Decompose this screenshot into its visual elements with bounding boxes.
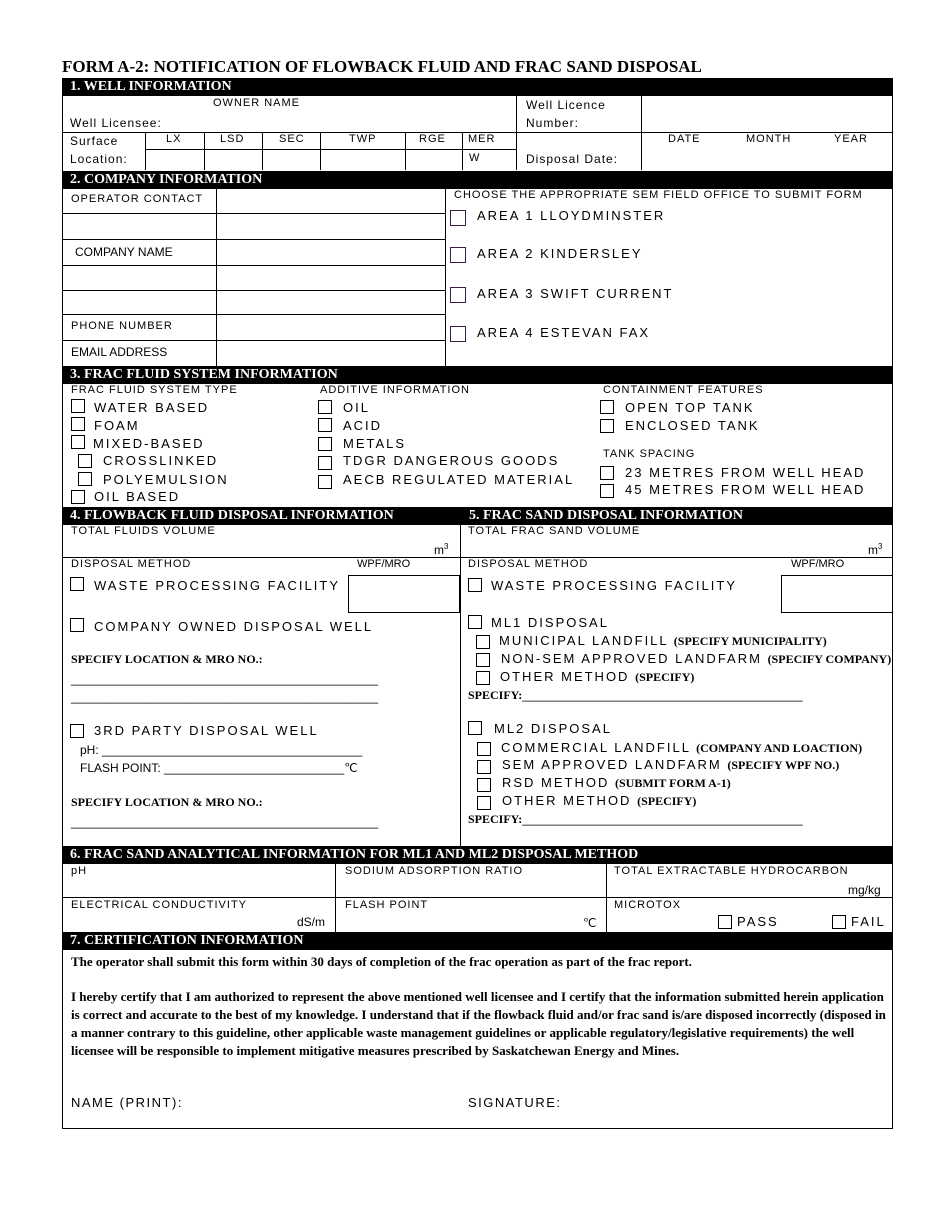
s4-line-3[interactable]: ______________________________________________ (71, 815, 378, 829)
s5-ml2-item-3: RSD METHOD (SUBMIT FORM A-1) (502, 775, 731, 790)
containment-open-top: OPEN TOP TANK (625, 400, 755, 415)
section-5-header: 5. FRAC SAND DISPOSAL INFORMATION (461, 507, 893, 525)
col-sec: SEC (279, 133, 305, 145)
type-oil-based: OIL BASED (94, 489, 181, 504)
form-title: FORM A-2: NOTIFICATION OF FLOWBACK FLUID AND FRAC SAND DISPOSAL (62, 57, 702, 76)
additive-metals: METALS (343, 436, 407, 451)
s5-ml2-item-1: COMMERCIAL LANDFILL (COMPANY AND LOACTION) (501, 740, 863, 755)
additive-tdgr: TDGR DANGEROUS GOODS (343, 453, 560, 468)
s6-teh-label: TOTAL EXTRACTABLE HYDROCARBON (614, 865, 849, 877)
type-checkbox-foam[interactable] (71, 417, 85, 431)
type-crosslinked: CROSSLINKED (103, 453, 219, 468)
form-frame (62, 78, 893, 1129)
s5-ml2-checkbox[interactable] (468, 721, 482, 735)
s5-wpf-mro-field[interactable] (781, 575, 893, 613)
s6-flash-point-label: FLASH POINT (345, 899, 429, 911)
s5-wpf-mro-label: WPF/MRO (791, 558, 845, 570)
s4-volume-unit: $m^3$ (434, 542, 449, 557)
s4-wpf-mro-field[interactable] (348, 575, 460, 613)
s6-pass-label: PASS (737, 914, 779, 929)
s5-ml1-item-3: OTHER METHOD (SPECIFY) (500, 669, 695, 684)
type-checkbox-polyemulsion[interactable] (78, 472, 92, 486)
s4-line-2[interactable]: ______________________________________________ (71, 690, 378, 704)
office-checkbox-1[interactable] (450, 210, 466, 226)
col-lx: LX (166, 133, 182, 145)
s5-ml2-item-4: OTHER METHOD (SPECIFY) (502, 793, 697, 808)
year-label: YEAR (834, 133, 868, 145)
type-water-based: WATER BASED (94, 400, 210, 415)
section-3-header: 3. FRAC FLUID SYSTEM INFORMATION (62, 366, 893, 384)
name-print-label: NAME (PRINT): (71, 1095, 183, 1110)
s4-ph-field[interactable]: pH: _______________________________________ (80, 743, 363, 757)
well-licensee-label: Well Licensee: (70, 116, 162, 130)
s4-waste-facility-label: WASTE PROCESSING FACILITY (94, 578, 340, 593)
spacing-23: 23 METRES FROM WELL HEAD (625, 465, 866, 480)
section-2-header: 2. COMPANY INFORMATION (62, 171, 893, 189)
spacing-checkbox-23[interactable] (600, 466, 614, 480)
s5-ml1-item-2: NON-SEM APPROVED LANDFARM (SPECIFY COMPANY) (501, 651, 892, 666)
s5-ml2-checkbox-2[interactable] (477, 760, 491, 774)
s5-total-volume-label: TOTAL FRAC SAND VOLUME (468, 525, 641, 537)
certification-paragraph-1: The operator shall submit this form within 30 days of completion of the frac operation as part of the frac report. (71, 954, 692, 969)
section-4-header: 4. FLOWBACK FLUID DISPOSAL INFORMATION (62, 507, 460, 525)
s6-ph-label: pH (71, 865, 88, 877)
s4-third-party-label: 3RD PARTY DISPOSAL WELL (94, 723, 319, 738)
s5-disposal-method-label: DISPOSAL METHOD (468, 558, 589, 570)
s6-fail-label: FAIL (851, 914, 886, 929)
type-checkbox-crosslinked[interactable] (78, 454, 92, 468)
section-6-header: 6. FRAC SAND ANALYTICAL INFORMATION FOR ML1 AND ML2 DISPOSAL METHOD (62, 846, 893, 864)
s5-volume-unit: $m^3$ (868, 542, 883, 557)
s5-waste-facility-checkbox[interactable] (468, 578, 482, 592)
s4-flash-point-field[interactable]: FLASH POINT: ___________________________℃ (80, 761, 358, 775)
office-label-1: AREA 1 LLOYDMINSTER (477, 208, 666, 223)
s6-ec-label: ELECTRICAL CONDUCTIVITY (71, 899, 248, 911)
s5-ml2-checkbox-3[interactable] (477, 778, 491, 792)
s4-company-well-label: COMPANY OWNED DISPOSAL WELL (94, 619, 374, 634)
s5-ml2-checkbox-1[interactable] (477, 742, 491, 756)
containment-checkbox-enclosed[interactable] (600, 419, 614, 433)
s6-sar-label: SODIUM ADSORPTION RATIO (345, 865, 524, 877)
additive-checkbox-tdgr[interactable] (318, 456, 332, 470)
additive-oil: OIL (343, 400, 370, 415)
s5-ml1-item-1: MUNICIPAL LANDFILL (SPECIFY MUNICIPALITY) (499, 633, 827, 648)
col-lsd: LSD (220, 133, 245, 145)
col-rge: RGE (419, 133, 446, 145)
additive-checkbox-acid[interactable] (318, 418, 332, 432)
additive-checkbox-aecb[interactable] (318, 475, 332, 489)
type-checkbox-water[interactable] (71, 399, 85, 413)
date-label: DATE (668, 133, 701, 145)
containment-checkbox-open[interactable] (600, 400, 614, 414)
type-checkbox-mixed[interactable] (71, 435, 85, 449)
col-mer: MER (468, 133, 496, 145)
section-1-header: 1. WELL INFORMATION (62, 78, 893, 96)
type-checkbox-oil[interactable] (71, 490, 85, 504)
tank-spacing-header: TANK SPACING (603, 448, 696, 460)
s5-ml1-checkbox-2[interactable] (476, 653, 490, 667)
type-mixed-based: MIXED-BASED (93, 436, 205, 451)
col-twp: TWP (349, 133, 377, 145)
office-label-2: AREA 2 KINDERSLEY (477, 246, 643, 261)
additive-checkbox-metals[interactable] (318, 437, 332, 451)
certification-paragraph-2: I hereby certify that I am authorized to represent the above mentioned well licensee and I certify that the information submitted herein application is correct and accurate to the best of my knowledge. I understand that if the flowback fluid and/or frac sand is/are disposed incorrectly (disposed in a manner contrary to this guideline, other applicable waste management guidelines or applicable regulatory/legislative requirements) the well licensee will be responsible to implement mitigative measures prescribed by Saskatchewan Energy and Mines. (71, 989, 886, 1058)
additive-header: ADDITIVE INFORMATION (320, 384, 470, 396)
spacing-45: 45 METRES FROM WELL HEAD (625, 482, 866, 497)
s4-waste-facility-checkbox[interactable] (70, 577, 84, 591)
choose-office-label: CHOOSE THE APPROPRIATE SEM FIELD OFFICE TO SUBMIT FORM (454, 189, 863, 201)
s5-ml1-specify[interactable]: SPECIFY:__________________________________________ (468, 688, 803, 702)
s4-company-well-checkbox[interactable] (70, 618, 84, 632)
s6-pass-checkbox[interactable] (718, 915, 732, 929)
frac-fluid-type-header: FRAC FLUID SYSTEM TYPE (71, 384, 238, 396)
well-licence-label: Well Licence (526, 98, 606, 112)
s5-ml2-item-2: SEM APPROVED LANDFARM (SPECIFY WPF NO.) (502, 757, 840, 772)
spacing-checkbox-45[interactable] (600, 484, 614, 498)
s4-third-party-checkbox[interactable] (70, 724, 84, 738)
month-label: MONTH (746, 133, 792, 145)
s5-ml1-label: ML1 DISPOSAL (491, 615, 609, 630)
office-label-4: AREA 4 ESTEVAN FAX (477, 325, 651, 340)
s6-fp-unit: ℃ (583, 916, 597, 930)
company-name-label: COMPANY NAME (75, 245, 173, 259)
section-7-header: 7. CERTIFICATION INFORMATION (62, 932, 893, 950)
s5-ml1-checkbox[interactable] (468, 615, 482, 629)
s4-total-volume-label: TOTAL FLUIDS VOLUME (71, 525, 216, 537)
office-checkbox-2[interactable] (450, 247, 466, 263)
type-foam: FOAM (94, 418, 140, 433)
additive-checkbox-oil[interactable] (318, 400, 332, 414)
owner-name-label: OWNER NAME (213, 97, 300, 109)
signature-label: SIGNATURE: (468, 1095, 562, 1110)
s4-specify-location-2: SPECIFY LOCATION & MRO NO.: (71, 795, 263, 809)
email-address-label: EMAIL ADDRESS (71, 345, 168, 359)
disposal-date-label: Disposal Date: (526, 152, 619, 166)
s4-wpf-mro-label: WPF/MRO (357, 558, 411, 570)
containment-header: CONTAINMENT FEATURES (603, 384, 764, 396)
s4-specify-location-1: SPECIFY LOCATION & MRO NO.: (71, 652, 263, 666)
containment-enclosed: ENCLOSED TANK (625, 418, 760, 433)
additive-acid: ACID (343, 418, 383, 433)
mer-value: W (469, 152, 481, 164)
well-licence-number-label: Number: (526, 116, 580, 130)
s5-ml2-specify[interactable]: SPECIFY:__________________________________________ (468, 812, 803, 826)
s6-ec-unit: dS/m (297, 915, 326, 929)
office-label-3: AREA 3 SWIFT CURRENT (477, 286, 674, 301)
additive-aecb: AECB REGULATED MATERIAL (343, 472, 575, 487)
type-polyemulsion: POLYEMULSION (103, 472, 229, 487)
phone-number-label: PHONE NUMBER (71, 320, 173, 332)
s5-ml1-checkbox-1[interactable] (476, 635, 490, 649)
location-label: Location: (70, 152, 128, 166)
office-checkbox-4[interactable] (450, 326, 466, 342)
surface-label: Surface (70, 134, 119, 148)
office-checkbox-3[interactable] (450, 287, 466, 303)
s5-ml2-checkbox-4[interactable] (477, 796, 491, 810)
s6-teh-unit: mg/kg (848, 883, 881, 897)
s6-microtox-label: MICROTOX (614, 899, 682, 911)
operator-contact-label: OPERATOR CONTACT (71, 193, 204, 205)
s6-fail-checkbox[interactable] (832, 915, 846, 929)
s4-line-1[interactable]: ______________________________________________ (71, 672, 378, 686)
s5-ml1-checkbox-3[interactable] (476, 671, 490, 685)
s5-ml2-label: ML2 DISPOSAL (494, 721, 612, 736)
s5-waste-facility-label: WASTE PROCESSING FACILITY (491, 578, 737, 593)
s4-disposal-method-label: DISPOSAL METHOD (71, 558, 192, 570)
